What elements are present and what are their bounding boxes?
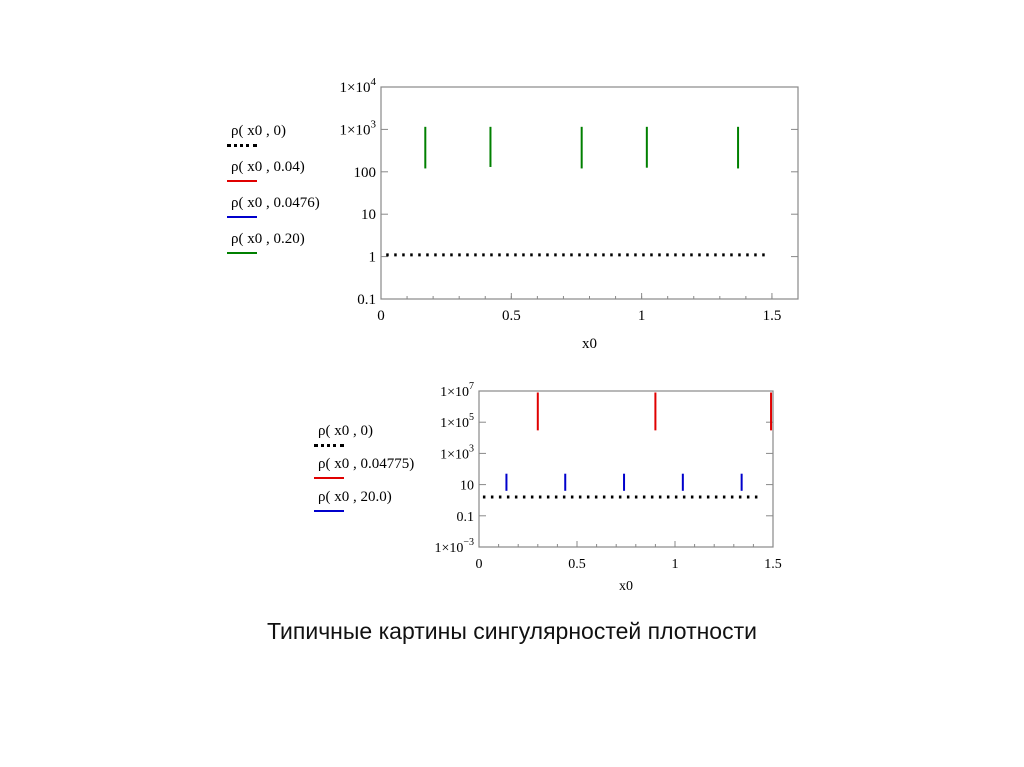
legend-swatch <box>227 180 257 182</box>
slide-caption: Типичные картины сингулярностей плотности <box>267 618 757 644</box>
x-tick-label: 0 <box>377 308 385 324</box>
plot-frame <box>479 391 773 547</box>
legend-swatch <box>314 444 344 447</box>
legend-label: ρ( x0 , 20.0) <box>318 489 392 505</box>
x-tick-label: 0.5 <box>568 557 586 572</box>
x-axis-label: x0 <box>582 336 597 352</box>
plot-frame <box>381 87 798 299</box>
legend-label: ρ( x0 , 0.04775) <box>318 456 415 472</box>
y-tick-label: $1\times 10^5$ <box>440 412 474 432</box>
y-tick-label: 1 <box>368 249 376 266</box>
legend-swatch <box>227 216 257 218</box>
legend-swatch <box>314 510 344 512</box>
legend-swatch <box>227 144 257 147</box>
y-tick-label: 10 <box>460 478 474 494</box>
y-tick-label: $1\times 10^{-3}$ <box>434 537 474 556</box>
x-tick-label: 1.5 <box>762 308 782 324</box>
y-tick-label: $1\times 10^3$ <box>339 118 376 139</box>
legend-label: ρ( x0 , 0.04) <box>231 159 305 175</box>
x-tick-label: 0.5 <box>501 308 521 324</box>
x-axis-label: x0 <box>619 579 633 594</box>
legend-label: ρ( x0 , 0.0476) <box>231 195 320 211</box>
y-tick-label: $1\times 10^7$ <box>440 381 474 400</box>
y-tick-label: $1\times 10^4$ <box>339 76 376 96</box>
y-tick-label: 10 <box>361 207 376 224</box>
x-tick-label: 1 <box>671 557 679 572</box>
y-tick-label: 0.1 <box>456 509 474 525</box>
y-tick-label: 0.1 <box>357 292 376 308</box>
x-tick-label: 1.5 <box>764 557 782 572</box>
y-tick-label: $1\times 10^3$ <box>440 443 474 463</box>
legend-swatch <box>314 477 344 479</box>
x-tick-label: 1 <box>637 308 646 324</box>
legend-label: ρ( x0 , 0.20) <box>231 231 305 247</box>
legend-label: ρ( x0 , 0) <box>231 123 286 139</box>
legend-swatch <box>227 252 257 254</box>
x-tick-label: 0 <box>475 557 483 572</box>
legend-label: ρ( x0 , 0) <box>318 423 373 439</box>
y-tick-label: 100 <box>353 164 376 181</box>
